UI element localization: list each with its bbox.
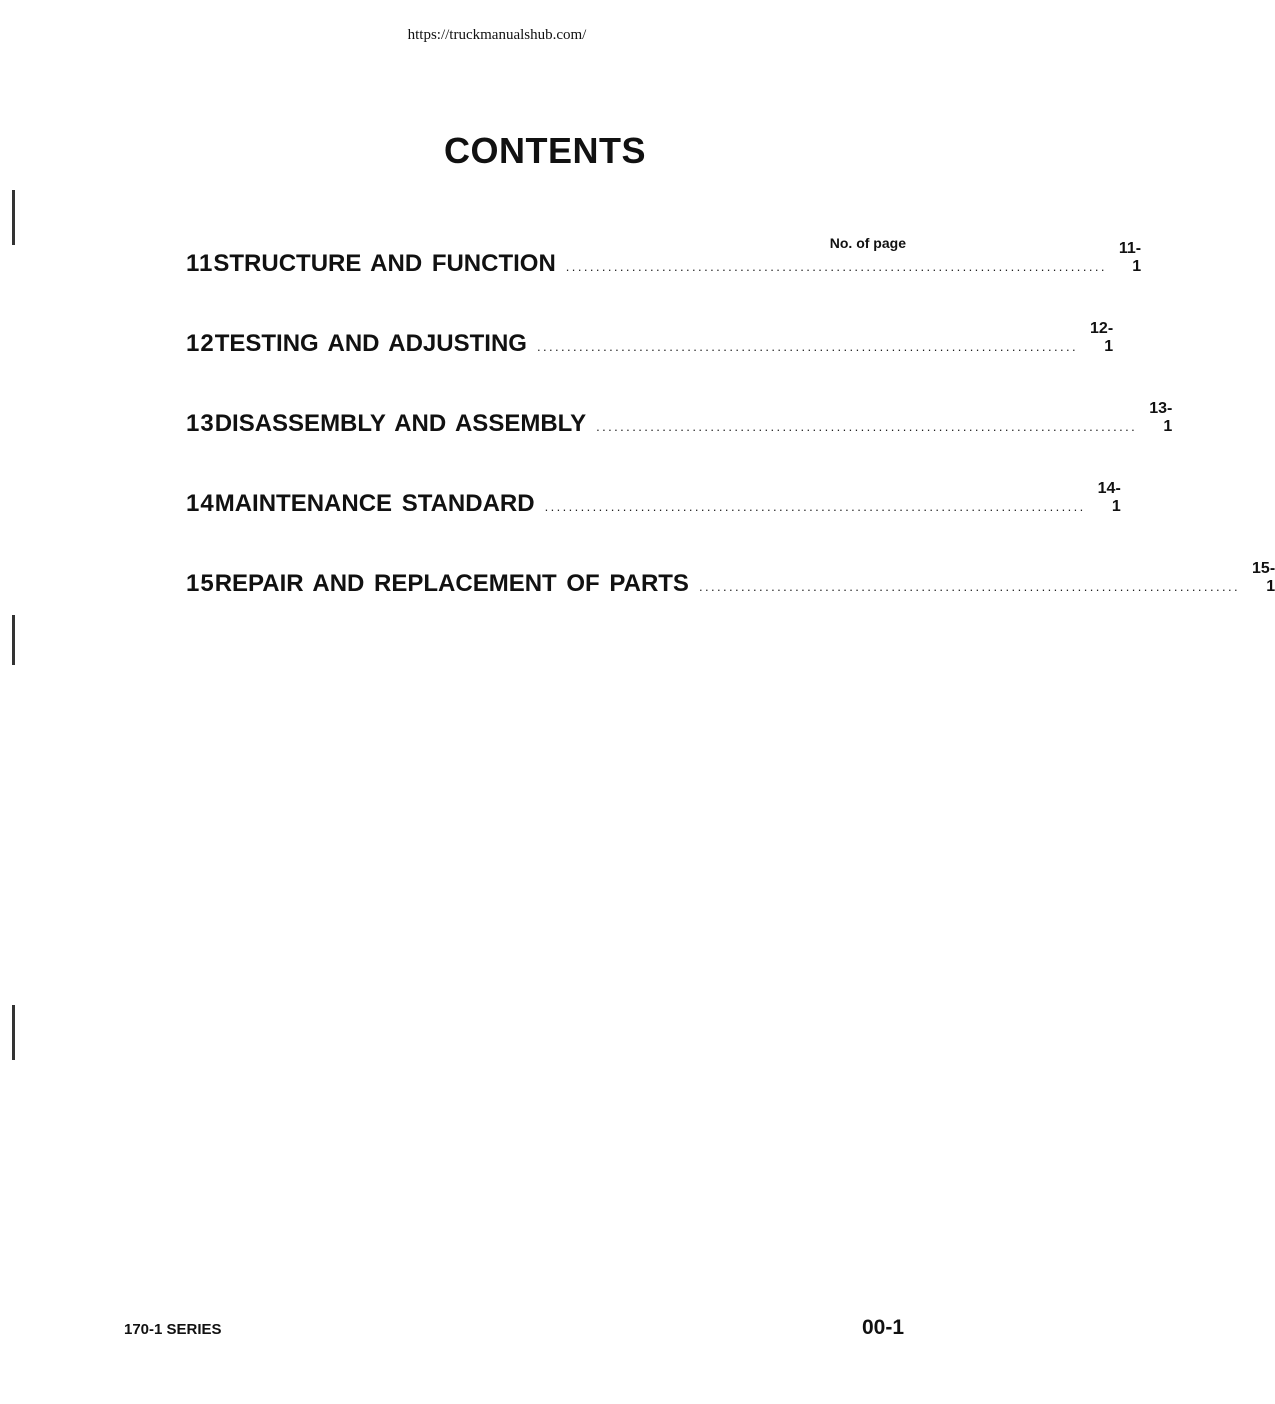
- toc-entry[interactable]: [186, 480, 1121, 518]
- toc-entry[interactable]: [186, 320, 1114, 358]
- dot-leader: ..........................................................................................: [698, 579, 1241, 594]
- toc-entry-label: STRUCTURE AND FUNCTION: [213, 250, 556, 277]
- dot-leader: ..........................................................................................: [596, 419, 1138, 434]
- toc-entry-page: 14-1: [1097, 480, 1121, 515]
- toc-entry-page: 11-1: [1118, 240, 1142, 275]
- toc-entry-page: 15-1: [1252, 560, 1275, 595]
- toc-entry-number: 11: [186, 250, 214, 277]
- binding-mark-bottom: [12, 1005, 15, 1060]
- toc-entry-number: 12: [186, 330, 215, 357]
- dot-leader: ..........................................................................................: [565, 259, 1107, 274]
- binding-mark-middle: [12, 615, 15, 665]
- footer-series: 170-1 SERIES: [124, 1321, 222, 1338]
- page-title: CONTENTS: [444, 130, 646, 171]
- dot-leader: ..........................................................................................: [536, 339, 1079, 354]
- page-column-header: No. of page: [829, 235, 906, 251]
- toc-entry-label: TESTING AND ADJUSTING: [214, 330, 527, 357]
- toc-entry-label: MAINTENANCE STANDARD: [214, 490, 535, 517]
- toc-entry-number: 13: [186, 410, 215, 437]
- toc-entry[interactable]: [186, 400, 1173, 438]
- toc-entry[interactable]: [186, 560, 1275, 598]
- toc-entry-number: 15: [186, 570, 215, 597]
- toc-entry-page: 13-1: [1149, 400, 1173, 435]
- toc-entry-label: REPAIR AND REPLACEMENT OF PARTS: [214, 570, 689, 597]
- dot-leader: ..........................................................................................: [544, 499, 1086, 514]
- toc-entry-label: DISASSEMBLY AND ASSEMBLY: [214, 410, 587, 437]
- binding-mark-top: [12, 190, 15, 245]
- toc-entry-page: 12-1: [1090, 320, 1114, 355]
- footer-page-number: 00-1: [861, 1316, 904, 1339]
- toc-entry-number: 14: [186, 490, 215, 517]
- source-url: https://truckmanualshub.com/: [407, 27, 587, 43]
